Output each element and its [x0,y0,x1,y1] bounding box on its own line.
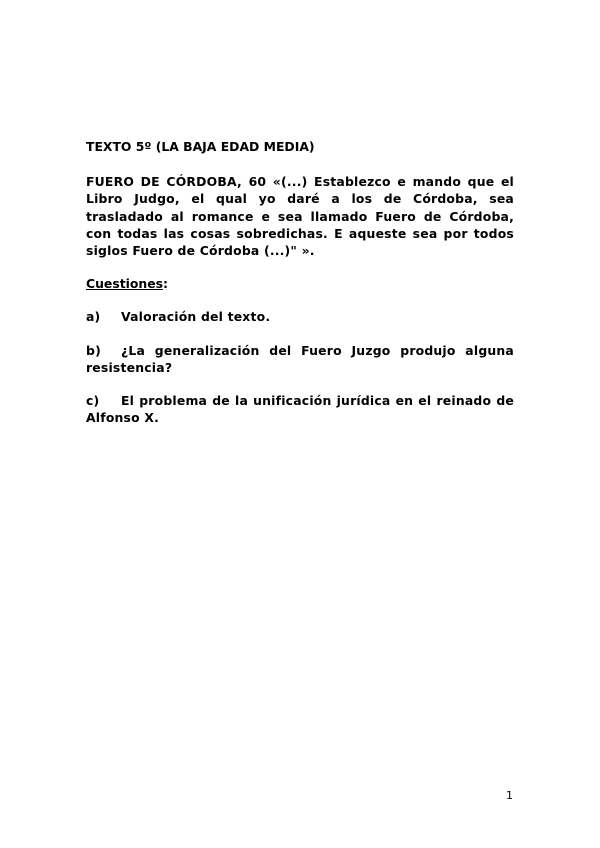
document-title: TEXTO 5º (LA BAJA EDAD MEDIA) [86,139,315,154]
document-body [86,138,514,442]
source-text-paragraph: FUERO DE CÓRDOBA, 60 «(...) Establezco e mando que el Libro Judgo, el qual yo daré a los de Córdoba, sea trasladado al romance e sea llamado Fuero de Córdoba, con todas las cosas sobredichas. E aqueste sea por todos siglos Fuero de Córdoba (...)" ». [86,174,514,259]
questions-heading [86,275,514,292]
question-text: ¿La generalización del Fuero Juzgo produjo alguna resistencia? [86,342,514,375]
question-text: Valoración del texto. [121,309,271,325]
question-item-a [86,308,514,325]
page-number: 1 [506,789,513,802]
questions-heading-colon: : [162,276,168,292]
question-letter: a) [86,309,101,325]
question-item-c [86,392,514,426]
question-text: El problema de la unificación jurídica en el reinado de Alfonso X. [86,393,514,426]
questions-heading-label: Cuestiones [86,276,163,292]
question-letter: c) [86,393,100,409]
question-letter: b) [86,342,101,358]
question-item-b [86,342,514,376]
